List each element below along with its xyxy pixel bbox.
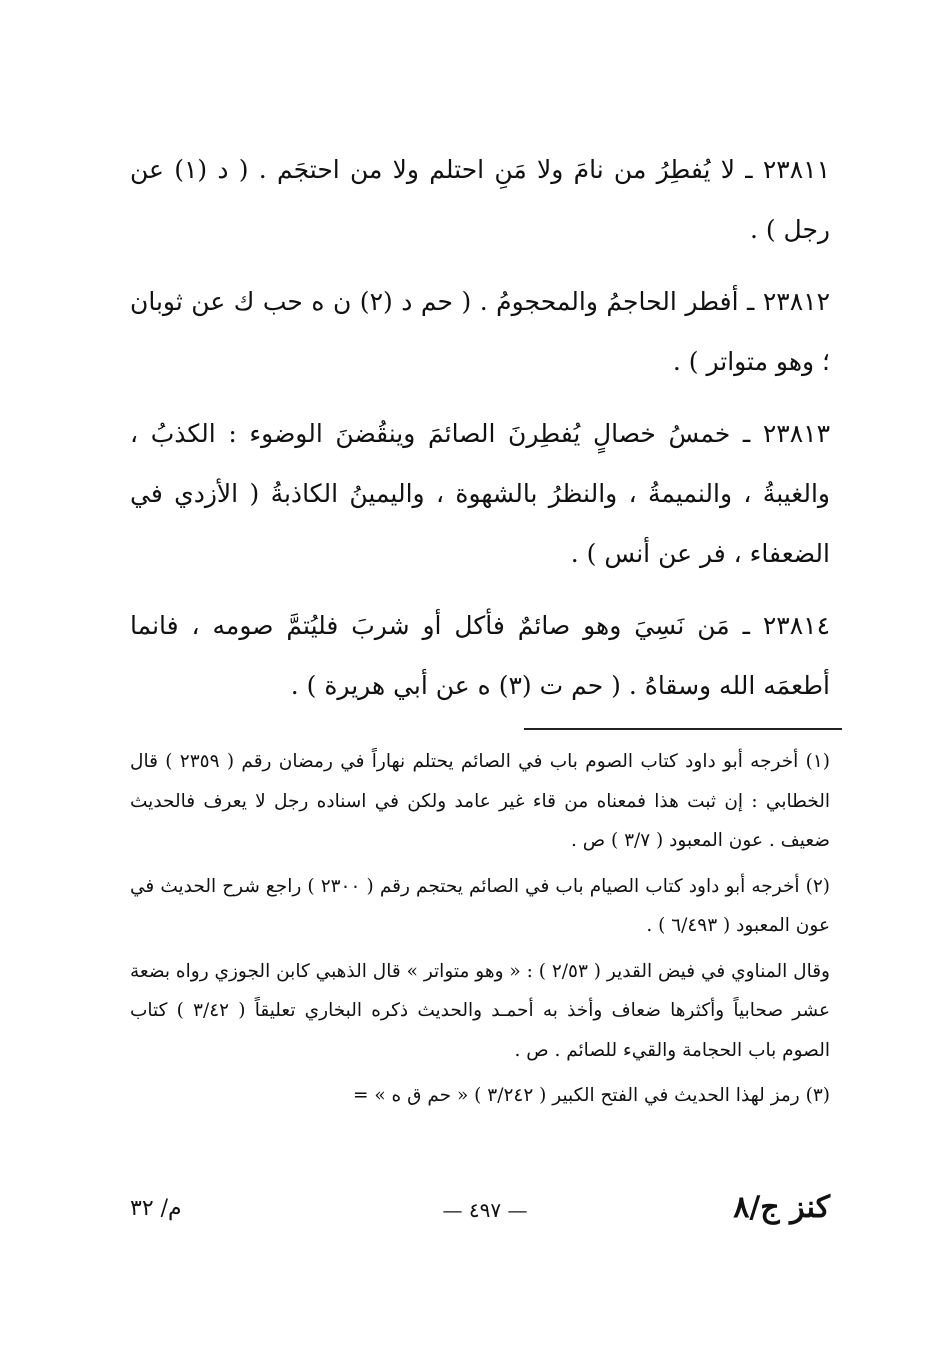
- page-number: — ٤٩٧ —: [442, 1198, 528, 1222]
- hadith-23813: ٢٣٨١٣ ـ خمسُ خصالٍ يُفطِرنَ الصائمَ وينقُضنَ الوضوء : الكذبُ ، والغيبةُ ، والنميمةُ ، والنظرُ بالشهوة ، واليمينُ الكاذبةُ ( الأزدي في الضعفاء ، فر عن أنس ) .: [130, 419, 830, 568]
- footnote-2: (٢) أخرجه أبو داود كتاب الصيام باب في الصائم يحتجم رقم ( ٢٣٠٠ ) راجع شرح الحديث في عون المعبود ( ٦/٤٩٣ ) .: [130, 875, 830, 936]
- hadith-23814: ٢٣٨١٤ ـ مَن نَسِيَ وهو صائمٌ فأكل أو شربَ فليُتمَّ صومه ، فانما أطعمَه الله وسقاهُ . ( حم ت (٣) ه عن أبي هريرة ) .: [130, 611, 830, 700]
- footnote-separator: [524, 728, 842, 730]
- page-footer: [130, 1190, 830, 1240]
- hadith-23811: ٢٣٨١١ ـ لا يُفطِرُ من نامَ ولا مَنِ احتلم ولا من احتجَم . ( د (١) عن رجل ) .: [130, 155, 830, 244]
- footnote-2-continued: وقال المناوي في فيض القدير ( ٢/٥٣ ) : « وهو متواتر » قال الذهبي كابن الجوزي رواه بضعة عشر صحابياً وأكثرها ضعاف وأخذ به أحمـد والحديث ذكره البخاري تعليقاً ( ٣/٤٢ ) كتاب الصوم باب الحجامة والقيء للصائم . ص .: [130, 960, 830, 1061]
- main-text: [130, 140, 830, 728]
- footnote-1: (١) أخرجه أبو داود كتاب الصوم باب في الصائم يحتلم نهاراً في رمضان رقم ( ٢٣٥٩ ) قال الخطابي : إن ثبت هذا فمعناه من قاء غير عامد ولكن في اسناده رجل لا يعرف فالحديث ضعيف . عون المعبود ( ٣/٧ ) ص .: [130, 751, 831, 851]
- footnotes: [130, 742, 830, 1122]
- signature-mark-right: كنز ج/٨: [733, 1190, 830, 1225]
- hadith-23812: ٢٣٨١٢ ـ أفطر الحاجمُ والمحجومُ . ( حم د (٢) ن ه حب ك عن ثوبان ؛ وهو متواتر ) .: [130, 287, 830, 376]
- signature-mark-left: م/ ٣٢: [130, 1196, 182, 1221]
- footnote-3: (٣) رمز لهذا الحديث في الفتح الكبير ( ٣/٢٤٢ ) « حم ق ه » =: [352, 1085, 830, 1106]
